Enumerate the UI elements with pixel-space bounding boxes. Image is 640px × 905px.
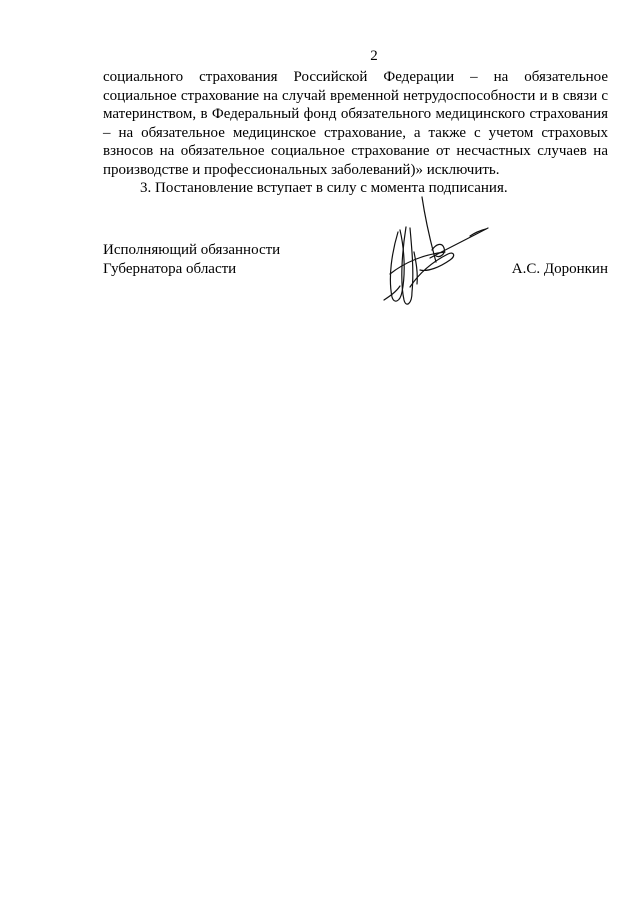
signature-block	[103, 241, 608, 321]
page-number: 2	[370, 48, 378, 64]
signer-title	[103, 241, 280, 279]
document-body	[103, 68, 608, 198]
signer-name: А.С. Доронкин	[511, 261, 608, 277]
handwritten-signature	[370, 192, 500, 317]
paragraph-effective-date: 3. Постановление вступает в силу с момента подписания.	[140, 180, 508, 196]
paragraph-continuation: социального страхования Российской Федерации – на обязательное социальное страхование на случай временной нетрудоспособности и в связи с материнством, в Федеральный фонд обязательного медицинского страхования – на обязательное медицинское страхование, а также с учетом страховых взносов на обязательное социальное страхование от несчастных случаев на производстве и профессиональных заболеваний)» исключить.	[103, 69, 608, 178]
signer-title-line-1: Исполняющий обязанности	[103, 242, 281, 258]
signer-title-line-2: Губернатора области	[103, 261, 237, 277]
